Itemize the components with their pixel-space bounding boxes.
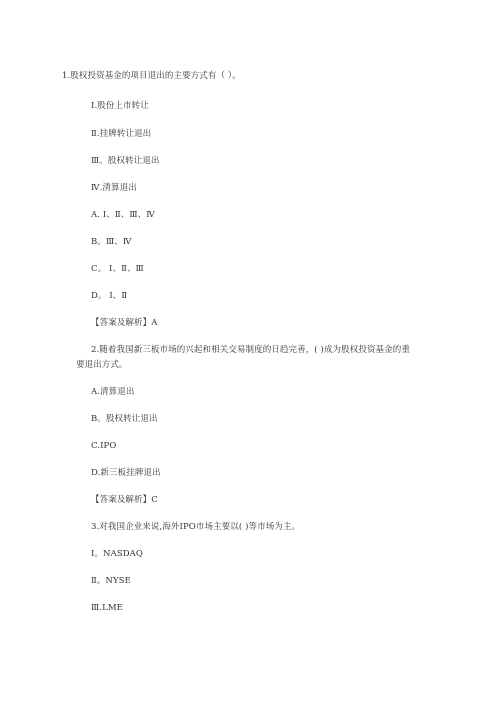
question-1-option-c: C。 Ⅰ、Ⅱ、Ⅲ xyxy=(91,264,144,274)
question-3-stem: 3.对我国企业来说,海外IPO市场主要以( )等市场为主。 xyxy=(91,522,301,532)
question-2-option-a: A.清算退出 xyxy=(91,387,135,397)
question-1-item-4: Ⅳ.清算退出 xyxy=(91,183,137,193)
question-1-item-2: Ⅱ.挂牌转让退出 xyxy=(91,129,152,139)
question-2-option-d: D.新三板挂牌退出 xyxy=(91,468,161,478)
question-2-stem-line-2: 要退出方式。 xyxy=(76,360,128,370)
question-1-option-a: A. Ⅰ、Ⅱ、Ⅲ、Ⅳ xyxy=(91,210,155,220)
question-1-option-b: B。Ⅲ、Ⅳ xyxy=(91,237,132,247)
question-1-option-d: D。 Ⅰ、Ⅱ xyxy=(91,291,128,301)
question-2-answer: 【答案及解析】C xyxy=(91,495,158,505)
question-3-item-3: Ⅲ.LME xyxy=(91,603,123,613)
question-1-item-1: Ⅰ.股份上市转让 xyxy=(91,101,149,111)
question-3-item-2: Ⅱ。NYSE xyxy=(91,576,131,586)
question-1-stem: 1.股权投资基金的项目退出的主要方式有（ ）。 xyxy=(62,71,241,81)
question-1-answer: 【答案及解析】A xyxy=(91,318,158,328)
question-2-stem-line-1: 2.随着我国新三板市场的兴起和相关交易制度的日趋完善，( )成为股权投资基金的重 xyxy=(91,345,410,355)
question-2-option-c: C.IPO xyxy=(91,441,117,451)
question-3-item-1: Ⅰ。NASDAQ xyxy=(91,549,143,559)
question-2-option-b: B。股权转让退出 xyxy=(91,414,158,424)
question-1-item-3: Ⅲ。股权转让退出 xyxy=(91,156,160,166)
